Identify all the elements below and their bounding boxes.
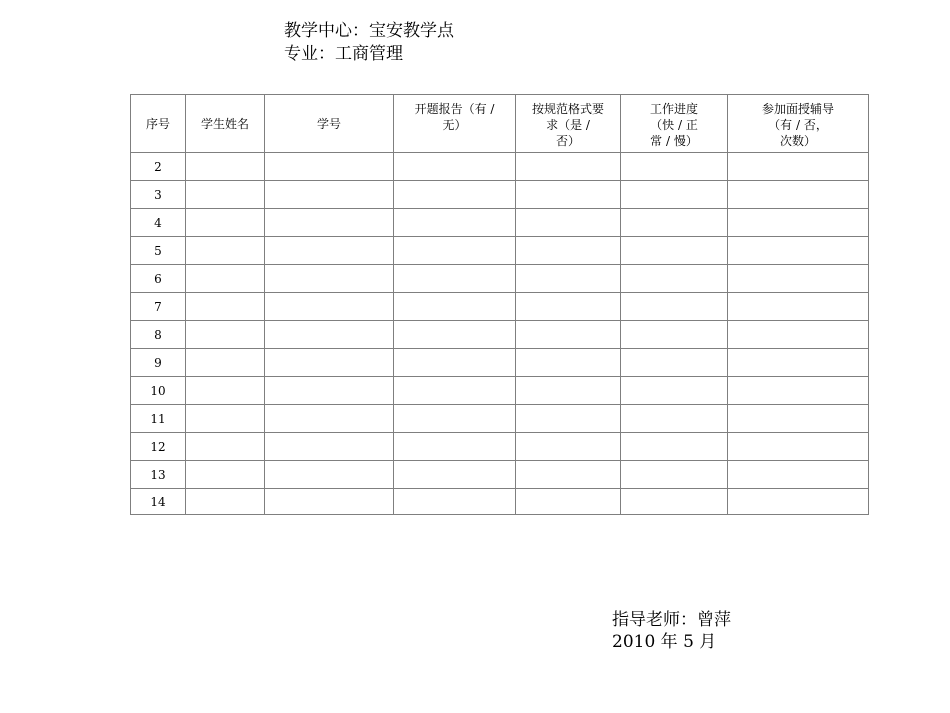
cell-student-name [186,405,265,433]
cell-proposal [394,321,516,349]
cell-student-name [186,349,265,377]
cell-proposal [394,153,516,181]
table-row [131,433,869,461]
cell-tutoring [728,265,869,293]
cell-proposal [394,209,516,237]
cell-format [516,405,621,433]
student-progress-table [130,94,869,515]
cell-progress [621,349,728,377]
cell-student-id [265,209,394,237]
cell-tutoring [728,377,869,405]
cell-tutoring [728,405,869,433]
cell-proposal [394,489,516,515]
cell-proposal [394,461,516,489]
cell-progress [621,489,728,515]
cell-format [516,349,621,377]
cell-student-name [186,237,265,265]
table-row [131,293,869,321]
table-row [131,237,869,265]
cell-student-id [265,293,394,321]
cell-seq: 12 [131,433,186,461]
cell-student-id [265,181,394,209]
table-header-row [131,95,869,153]
cell-proposal [394,377,516,405]
cell-seq: 6 [131,265,186,293]
cell-tutoring [728,349,869,377]
cell-seq: 13 [131,461,186,489]
cell-tutoring [728,209,869,237]
cell-tutoring [728,153,869,181]
table-row [131,349,869,377]
cell-student-id [265,349,394,377]
cell-format [516,489,621,515]
cell-progress [621,433,728,461]
cell-seq: 4 [131,209,186,237]
cell-format [516,377,621,405]
teaching-center-label: 教学中心：宝安教学点 [284,21,454,41]
cell-student-id [265,433,394,461]
cell-seq: 14 [131,489,186,515]
col-header-student-id: 学号 [265,95,394,153]
cell-student-name [186,433,265,461]
major-label: 专业：工商管理 [284,44,403,64]
cell-student-id [265,489,394,515]
cell-seq: 11 [131,405,186,433]
col-header-format: 按规范格式要 求（是 / 否） [516,95,621,153]
cell-student-id [265,237,394,265]
cell-student-name [186,209,265,237]
cell-student-id [265,461,394,489]
cell-progress [621,461,728,489]
cell-format [516,265,621,293]
cell-tutoring [728,293,869,321]
cell-progress [621,377,728,405]
cell-tutoring [728,433,869,461]
cell-student-name [186,181,265,209]
cell-format [516,461,621,489]
cell-student-name [186,461,265,489]
cell-progress [621,265,728,293]
cell-format [516,153,621,181]
date-label: 2010 年 5 月 [612,632,717,652]
cell-student-name [186,489,265,515]
col-header-progress: 工作进度 （快 / 正 常 / 慢） [621,95,728,153]
cell-format [516,433,621,461]
col-header-seq: 序号 [131,95,186,153]
cell-format [516,181,621,209]
cell-student-name [186,153,265,181]
cell-progress [621,405,728,433]
cell-progress [621,293,728,321]
col-header-proposal: 开题报告（有 / 无） [394,95,516,153]
cell-student-id [265,153,394,181]
table-row [131,321,869,349]
cell-seq: 5 [131,237,186,265]
cell-tutoring [728,461,869,489]
cell-seq: 9 [131,349,186,377]
cell-student-id [265,321,394,349]
cell-progress [621,321,728,349]
cell-proposal [394,265,516,293]
cell-progress [621,153,728,181]
table-row [131,265,869,293]
cell-student-name [186,293,265,321]
cell-progress [621,181,728,209]
cell-tutoring [728,321,869,349]
cell-student-id [265,265,394,293]
cell-seq: 10 [131,377,186,405]
table-row [131,405,869,433]
cell-student-name [186,321,265,349]
cell-progress [621,237,728,265]
table-row [131,461,869,489]
advisor-label: 指导老师：曾萍 [612,610,731,630]
cell-tutoring [728,489,869,515]
cell-seq: 7 [131,293,186,321]
col-header-tutoring: 参加面授辅导 （有 / 否， 次数） [728,95,869,153]
table-row [131,377,869,405]
cell-format [516,293,621,321]
cell-format [516,321,621,349]
table-row [131,181,869,209]
table-row [131,489,869,515]
cell-seq: 2 [131,153,186,181]
table-row [131,153,869,181]
cell-student-name [186,377,265,405]
cell-tutoring [728,181,869,209]
cell-proposal [394,349,516,377]
cell-student-id [265,405,394,433]
cell-student-name [186,265,265,293]
table-row [131,209,869,237]
cell-progress [621,209,728,237]
cell-proposal [394,405,516,433]
cell-proposal [394,433,516,461]
cell-proposal [394,237,516,265]
cell-tutoring [728,237,869,265]
cell-proposal [394,293,516,321]
table-body [131,153,869,515]
cell-seq: 8 [131,321,186,349]
cell-student-id [265,377,394,405]
cell-proposal [394,181,516,209]
col-header-student-name: 学生姓名 [186,95,265,153]
cell-seq: 3 [131,181,186,209]
cell-format [516,209,621,237]
cell-format [516,237,621,265]
